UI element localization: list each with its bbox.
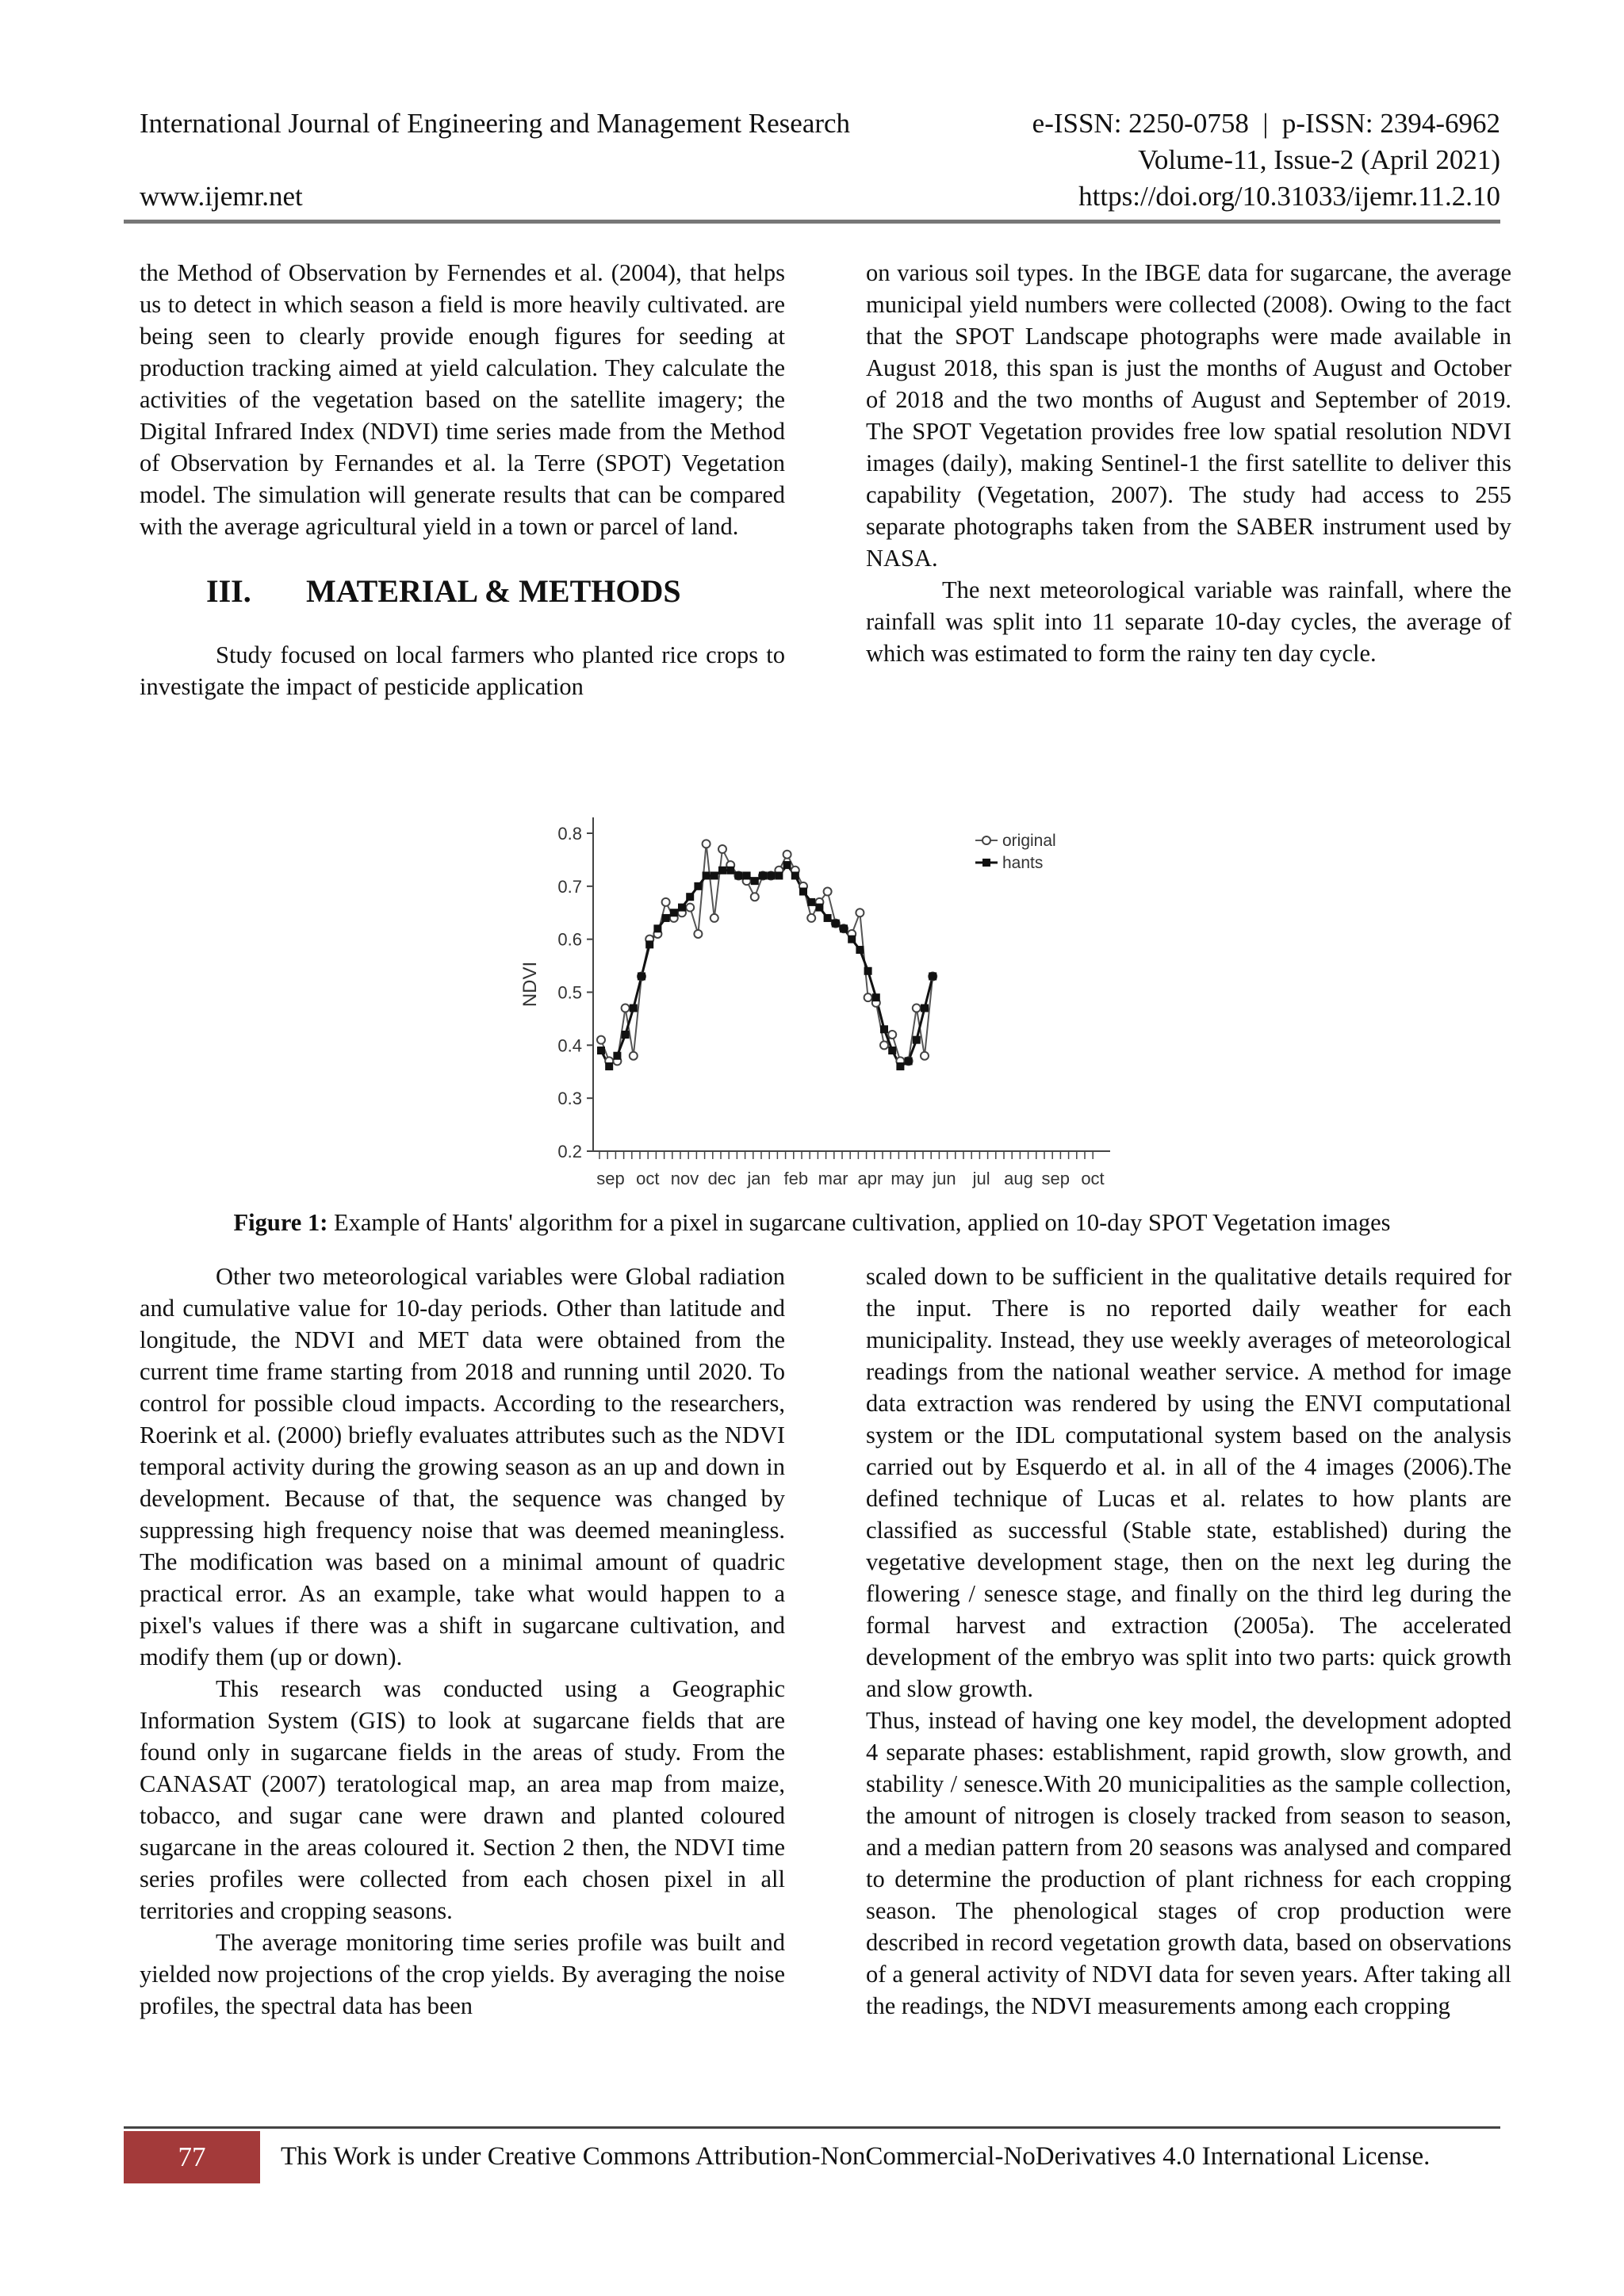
journal-website[interactable]: www.ijemr.net <box>140 181 303 212</box>
header-left <box>140 105 850 215</box>
hants-point <box>799 888 807 896</box>
hants-point <box>775 871 783 879</box>
original-point <box>783 851 791 859</box>
original-point <box>597 1036 605 1044</box>
y-tick-label: 0.5 <box>557 982 582 1003</box>
bottom-left-column <box>140 1261 785 2022</box>
x-tick-label: feb <box>783 1169 809 1188</box>
hants-point <box>638 972 645 980</box>
section-number: III. <box>206 573 251 609</box>
y-tick-label: 0.3 <box>557 1089 582 1109</box>
y-tick-label: 0.8 <box>557 824 582 844</box>
hants-point <box>848 936 856 943</box>
volume-issue: Volume-11, Issue-2 (April 2021) <box>1138 144 1500 175</box>
page-number: 77 <box>124 2131 260 2183</box>
original-point <box>880 1041 888 1049</box>
header-divider <box>124 220 1500 224</box>
y-tick-label: 0.6 <box>557 929 582 950</box>
x-tick-label: nov <box>670 1169 699 1188</box>
paragraph: on various soil types. In the IBGE data for sugarcane, the average municipal yield numbers were collected (2008). Owing to the fact that the SPOT Landscape photographs were made available in August 2018, this span is just the months of August and October of 2018 and the two months of August and September of 2019. The SPOT Vegetation provides free low spatial resolution NDVI images (daily), making Sentinel-1 the first satellite to deliver this capability (Vegetation, 2007). The study had access to 255 separate photographs taken from the SABER instrument used by NASA. <box>866 259 1511 572</box>
hants-point <box>767 871 775 879</box>
hants-point <box>613 1052 621 1060</box>
hants-point <box>710 871 718 879</box>
section-title: MATERIAL & METHODS <box>306 573 681 609</box>
x-tick-label: oct <box>1081 1169 1105 1188</box>
x-tick-label: jul <box>972 1169 990 1188</box>
hants-point <box>718 867 726 874</box>
original-point <box>888 1031 896 1039</box>
x-tick-label: aug <box>1004 1169 1033 1188</box>
hants-point <box>605 1062 613 1070</box>
original-point <box>703 840 710 848</box>
original-point <box>921 1052 929 1060</box>
hants-point <box>622 1031 630 1039</box>
footer-divider <box>124 2126 1500 2129</box>
hants-point <box>653 924 661 932</box>
top-left-column <box>140 257 785 702</box>
original-point <box>807 914 815 922</box>
original-point <box>662 898 670 906</box>
x-tick-label: apr <box>857 1169 883 1188</box>
original-point <box>751 893 759 901</box>
paragraph: This research was conducted using a Geographic Information System (GIS) to look at sugarcane fields that are found only in sugarcane fields in the areas of study. From the CANASAT (2007) teratological map, an area map from maize, tobacco, and sugar cane were drawn and planted coloured sugarcane in the areas coloured it. Section 2 then, the NDVI time series profiles were collected from each chosen pixel in all territories and cropping seasons. <box>140 1675 785 1924</box>
ndvi-chart <box>508 806 1126 1202</box>
hants-point <box>864 967 872 975</box>
hants-point <box>888 1047 896 1054</box>
hants-point <box>872 993 880 1001</box>
y-tick-label: 0.2 <box>557 1142 582 1161</box>
paragraph: the Method of Observation by Fernendes et al. (2004), that helps us to detect in which season a field is more heavily cultivated. are being seen to clearly provide enough figures for seeding at production tracking aimed at yield calculation. They calculate the activities of the vegetation based on the satellite imagery; the Digital Infrared Index (NDVI) time series made from the Method of Observation by Fernandes et al. la Terre (SPOT) Vegetation model. The simulation will generate results that can be compared with the average agricultural yield in a town or parcel of land. <box>140 259 785 540</box>
x-tick-label: oct <box>636 1169 660 1188</box>
y-tick-label: 0.7 <box>557 876 582 897</box>
hants-point <box>832 920 840 928</box>
bottom-right-column <box>866 1261 1511 2022</box>
hants-point <box>880 1025 888 1033</box>
hants-point <box>734 871 742 879</box>
hants-point <box>759 871 767 879</box>
legend-original-marker <box>982 836 990 844</box>
hants-point <box>703 871 710 879</box>
original-point <box>630 1052 638 1060</box>
hants-point <box>791 871 799 879</box>
x-tick-label: sep <box>596 1169 625 1188</box>
original-point <box>864 993 872 1001</box>
legend-hants-label: hants <box>1002 854 1044 872</box>
hants-point <box>913 1036 921 1044</box>
hants-point <box>921 1004 929 1012</box>
paragraph: Other two meteorological variables were Global radiation and cumulative value for 10-day periods. Other than latitude and longitude, the NDVI and MET data were obtained from the current time frame starting from 2018 and running until 2020. To control for possible cloud impacts. According to the researchers, Roerink et al. (2000) briefly evaluates attributes such as the NDVI temporal activity during the growing season as an up and down in development. Because of that, the sequence was changed by suppressing high frequency noise that was deemed meaningless. The modification was based on a minimal amount of quadric practical error. As an example, take what would happen to a pixel's values if there was a shift in sugarcane cultivation, and modify them (up or down). <box>140 1263 785 1670</box>
hants-point <box>645 940 653 948</box>
paragraph: scaled down to be sufficient in the qualitative details required for the input. There is no reported daily weather for each municipality. Instead, they use weekly averages of meteorological readings from the national weather service. A method for image data extraction was rendered by using the ENVI computational system or the IDL computational system based on the analysis carried out by Esquerdo et al. in all of the 4 images (2006).The defined technique of Lucas et al. relates to how plants are classified as successful (Stable state, established) during the vegetative development stage, then on the next leg during the flowering / senesce stage, and finally on the third leg during the formal harvest and extraction (2005a). The accelerated development of the embryo was split into two parts: quick growth and slow growth. <box>866 1263 1511 1702</box>
original-point <box>913 1004 921 1012</box>
hants-point <box>597 1047 605 1054</box>
original-point <box>686 904 694 912</box>
hants-point <box>751 877 759 885</box>
paragraph: Study focused on local farmers who planted rice crops to investigate the impact of pesticide application <box>140 641 785 700</box>
hants-point <box>726 867 734 874</box>
x-tick-label: jun <box>933 1169 956 1188</box>
x-tick-label: mar <box>818 1169 848 1188</box>
hants-point <box>856 946 864 954</box>
original-point <box>622 1004 630 1012</box>
x-tick-label: dec <box>707 1169 737 1188</box>
hants-point <box>662 914 670 922</box>
hants-point <box>678 904 686 912</box>
legend-original-label: original <box>1002 832 1056 850</box>
header-right <box>1032 105 1500 215</box>
x-tick-label: sep <box>1041 1169 1070 1188</box>
legend-hants-marker <box>982 859 990 867</box>
original-point <box>710 914 718 922</box>
issn: e-ISSN: 2250-0758 | p-ISSN: 2394-6962 <box>1032 108 1500 139</box>
original-point <box>694 930 702 938</box>
hants-point <box>824 914 832 922</box>
hants-point <box>694 882 702 890</box>
doi-link[interactable]: https://doi.org/10.31033/ijemr.11.2.10 <box>1078 181 1500 212</box>
figure-caption-label: Figure 1: <box>233 1209 328 1236</box>
hants-point <box>815 904 823 912</box>
journal-title: International Journal of Engineering and Management Research <box>140 108 851 139</box>
x-tick-label: may <box>891 1169 924 1188</box>
paragraph: Thus, instead of having one key model, the development adopted 4 separate phases: establishment, rapid growth, slow growth, and stability / senesce.With 20 municipalities as the sample collection, the amount of nitrogen is closely tracked from season to season, and a median pattern from 20 seasons was analysed and compared to determine the production of plant richness for each cropping season. The phenological stages of crop production were described in record vegetation growth data, based on observations of a general activity of NDVI data for seven years. After taking all the readings, the NDVI measurements among each cropping <box>866 1707 1511 2019</box>
hants-point <box>686 893 694 901</box>
hants-point <box>896 1062 904 1070</box>
hants-point <box>929 972 936 980</box>
top-right-column <box>866 257 1511 669</box>
hants-point <box>840 924 848 932</box>
figure-1 <box>508 806 1126 1202</box>
figure-caption <box>124 1207 1500 1238</box>
hants-point <box>807 898 815 906</box>
original-point <box>856 909 864 916</box>
license-text[interactable]: This Work is under Creative Commons Attribution-NonCommercial-NoDerivatives 4.0 International License. <box>281 2142 1431 2171</box>
paragraph: The average monitoring time series profile was built and yielded now projections of the crop yields. By averaging the noise profiles, the spectral data has been <box>140 1929 785 2019</box>
hants-point <box>743 871 751 879</box>
section-heading <box>140 571 785 612</box>
paragraph: The next meteorological variable was rainfall, where the rainfall was split into 11 separate 10-day cycles, the average of which was estimated to form the rainy ten day cycle. <box>866 576 1511 667</box>
hants-point <box>905 1057 913 1065</box>
hants-point <box>630 1004 638 1012</box>
y-tick-label: 0.4 <box>557 1035 582 1056</box>
original-point <box>824 888 832 896</box>
y-axis-label: NDVI <box>519 961 541 1008</box>
original-point <box>718 845 726 853</box>
x-tick-label: jan <box>747 1169 771 1188</box>
hants-point <box>670 909 678 916</box>
hants-point <box>783 861 791 869</box>
figure-caption-text: Example of Hants' algorithm for a pixel in sugarcane cultivation, applied on 10-day SPOT Vegetation images <box>327 1209 1391 1236</box>
